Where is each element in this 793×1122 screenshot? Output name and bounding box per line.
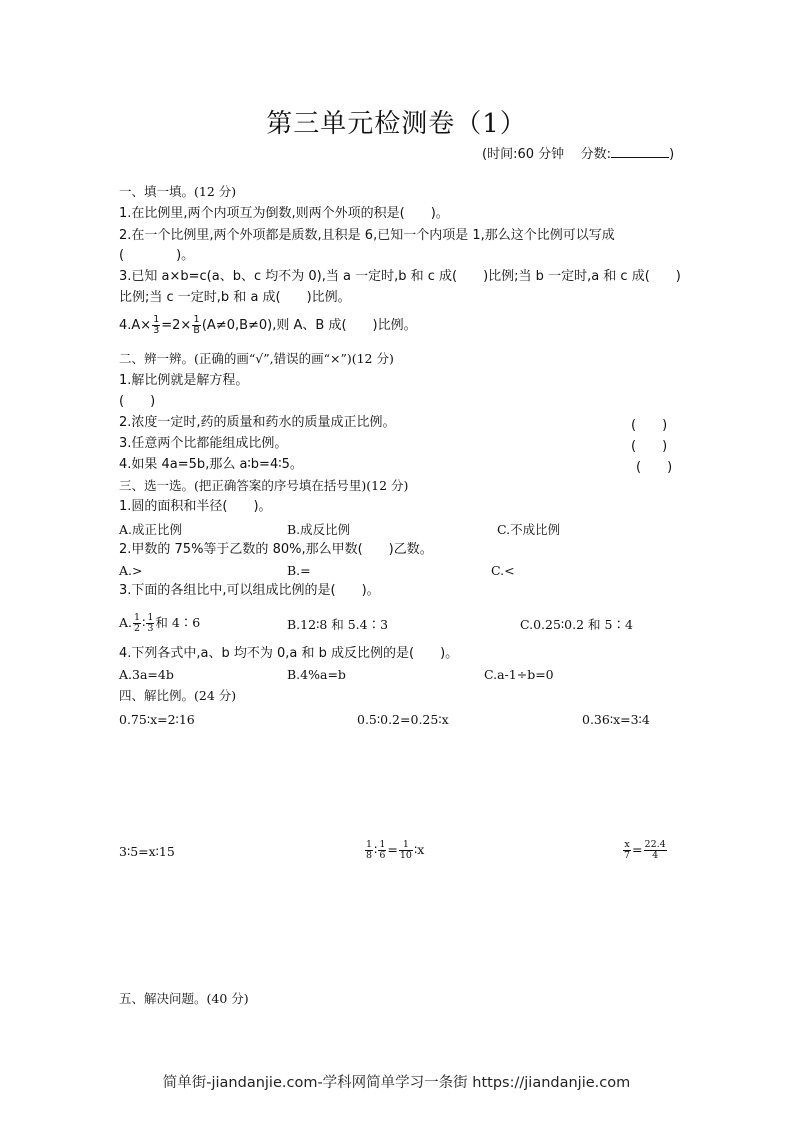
section1-q1: 1.在比例里,两个内项互为倒数,则两个外项的积是( )。 <box>119 206 449 221</box>
section3-q3: 3.下面的各组比中,可以组成比例的是( )。 <box>119 583 380 598</box>
q4-fraction-2-num: 1 <box>193 314 200 325</box>
section2-q2-paren: ( ) <box>631 418 668 433</box>
q3-option-a-fraction-2-num: 1 <box>147 612 154 623</box>
section3-q2: 2.甲数的 75%等于乙数的 80%,那么甲数( )乙数。 <box>119 542 433 557</box>
section3-q1-option-a: A.成正比例 <box>119 522 183 537</box>
page-title: 第三单元检测卷（1） <box>266 109 527 139</box>
q4-fraction-1 <box>152 315 160 336</box>
section3-q3-option-b: B.12∶8 和 5.4∶3 <box>287 617 389 632</box>
eq5-fraction-2-num: 1 <box>379 839 386 850</box>
q3-option-a-colon: ∶ <box>142 615 146 630</box>
eq5-fraction-3-den: 10 <box>399 850 412 861</box>
section3-q4: 4.下列各式中,a、b 均不为 0,a 和 b 成反比例的是( )。 <box>119 646 459 661</box>
equation-1: 0.75∶x=2∶16 <box>119 712 195 727</box>
eq6-equals: = <box>632 842 643 857</box>
q4-suffix: (A≠0,B≠0),则 A、B 成( )比例。 <box>201 318 417 333</box>
eq6-fraction-1-den: 7 <box>624 850 631 861</box>
eq5-fraction-3-num: 1 <box>399 840 413 851</box>
eq5-fraction-1-num: 1 <box>366 839 373 850</box>
section1-q4 <box>119 314 417 338</box>
footer-watermark: 简单街-jiandanjie.com-学科网简单学习一条街 https://jiandanjie.com <box>162 1075 631 1091</box>
time-label: (时间:60 分钟 <box>482 147 565 162</box>
section3-q1-option-c: C.不成比例 <box>497 522 561 537</box>
eq5-colon: ∶ <box>374 842 378 857</box>
section2-q3-paren: ( ) <box>631 439 668 454</box>
q3-option-a-fraction-2 <box>146 613 154 634</box>
section2-q1-paren: ( ) <box>119 394 156 409</box>
q3-option-a-fraction-1-den: 2 <box>134 623 141 634</box>
time-score-line <box>482 143 674 162</box>
q3-option-a-prefix: A. <box>119 615 133 630</box>
eq5-fraction-2 <box>378 840 386 861</box>
score-blank <box>611 145 669 158</box>
q3-option-a-fraction-1 <box>133 613 141 634</box>
section2-q4-paren: ( ) <box>636 460 673 475</box>
q4-prefix: 4.A× <box>119 318 152 333</box>
section3-q1: 1.圆的面积和半径( )。 <box>119 499 272 514</box>
eq5-fraction-3 <box>399 840 413 861</box>
section1-q3-line1: 3.已知 a×b=c(a、b、c 均不为 0),当 a 一定时,b 和 c 成( )比例;当 b 一定时,a 和 c 成( ) <box>119 269 681 284</box>
eq5-fraction-1 <box>365 840 373 861</box>
q4-mid: =2× <box>161 318 192 333</box>
q4-fraction-1-num: 1 <box>153 314 160 325</box>
eq5-tail: ∶x <box>413 842 425 857</box>
q4-fraction-1-den: 3 <box>153 325 160 336</box>
meta-close: ) <box>669 147 675 162</box>
section2-q2: 2.浓度一定时,药的质量和药水的质量成正比例。 <box>119 415 396 430</box>
section1-q2-line1: 2.在一个比例里,两个外项都是质数,且积是 6,已知一个内项是 1,那么这个比例可以写成 <box>119 228 615 243</box>
section3-q3-option-c: C.0.25∶0.2 和 5∶4 <box>520 617 633 632</box>
section3-q2-option-b: B.= <box>287 563 311 578</box>
section2-q4: 4.如果 4a=5b,那么 a∶b=4∶5。 <box>119 457 303 472</box>
equation-5 <box>364 838 424 862</box>
eq6-fraction-1 <box>623 840 631 861</box>
equation-6 <box>622 838 668 862</box>
q3-option-a-fraction-2-den: 3 <box>147 623 154 634</box>
section3-q2-option-a: A.> <box>119 563 143 578</box>
score-label: 分数: <box>580 147 612 162</box>
eq5-fraction-2-den: 6 <box>379 850 386 861</box>
equation-3: 0.36∶x=3∶4 <box>582 712 650 727</box>
q3-option-a-suffix: 和 4∶6 <box>155 615 201 630</box>
section3-q1-option-b: B.成反比例 <box>287 522 351 537</box>
section2-q3: 3.任意两个比都能组成比例。 <box>119 436 288 451</box>
section3-q3-option-a <box>119 611 200 635</box>
equation-2: 0.5∶0.2=0.25∶x <box>357 712 449 727</box>
section3-heading: 三、选一选。(把正确答案的序号填在括号里)(12 分) <box>119 478 409 493</box>
equation-4: 3∶5=x∶15 <box>119 844 175 859</box>
section3-q4-option-b: B.4%a=b <box>287 667 346 682</box>
section3-q2-option-c: C.< <box>491 563 515 578</box>
eq6-fraction-2-num: 22.4 <box>644 839 666 850</box>
eq6-fraction-2 <box>644 840 667 861</box>
eq5-equals: = <box>387 842 398 857</box>
section5-heading: 五、解决问题。(40 分) <box>119 991 249 1006</box>
section2-q1: 1.解比例就是解方程。 <box>119 373 249 388</box>
eq6-fraction-2-den: 4 <box>652 850 659 861</box>
section3-q4-option-c: C.a-1÷b=0 <box>484 667 554 682</box>
section2-heading: 二、辨一辨。(正确的画“√”,错误的画“×”)(12 分) <box>119 351 394 366</box>
q4-fraction-2 <box>192 315 201 336</box>
q3-option-a-fraction-1-num: 1 <box>134 612 141 623</box>
section1-heading: 一、填一填。(12 分) <box>119 184 237 199</box>
section4-heading: 四、解比例。(24 分) <box>119 688 237 703</box>
eq5-fraction-1-den: 8 <box>366 850 373 861</box>
section3-q4-option-a: A.3a=4b <box>119 667 174 682</box>
section1-q2-line2: ( )。 <box>119 248 195 263</box>
q4-fraction-2-den: B <box>193 325 200 336</box>
section1-q3-line2: 比例;当 c 一定时,b 和 a 成( )比例。 <box>119 290 351 305</box>
eq6-fraction-1-num: x <box>624 839 630 850</box>
